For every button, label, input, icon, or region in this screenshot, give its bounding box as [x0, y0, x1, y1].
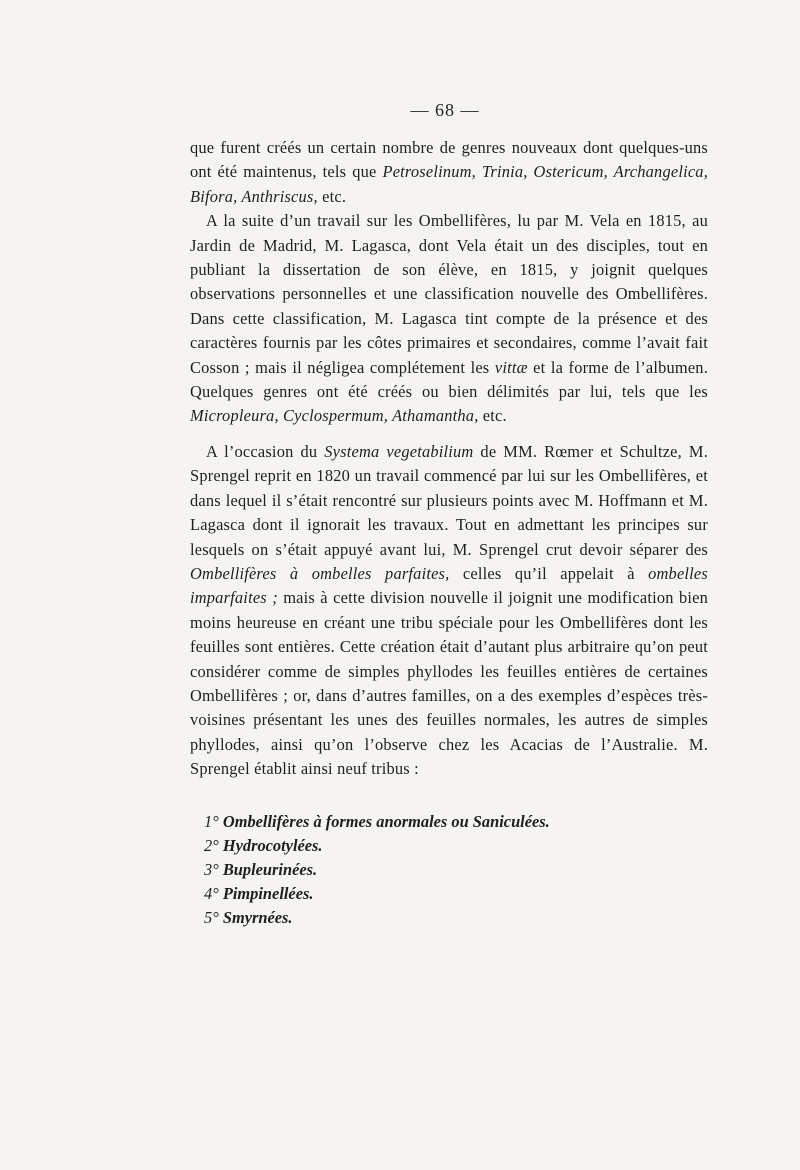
- text-run: etc.: [478, 406, 507, 426]
- italic-term: Petroselinum, Trinia, Ostericum, Archangelica, Bifora, Anthriscus,: [190, 162, 708, 206]
- tribe-item: 1° Ombellifères à formes anormales ou Saniculées.: [204, 812, 550, 831]
- tribe-item: 2° Hydrocotylées.: [204, 836, 323, 855]
- page-number: — 68 —: [410, 100, 480, 120]
- italic-term: Micropleura, Cyclospermum, Athamantha,: [190, 406, 479, 426]
- paragraph-3: [190, 440, 708, 782]
- text-run: A l’occasion du: [206, 441, 325, 461]
- tribe-item: 4° Pimpinellées.: [204, 884, 314, 903]
- tribe-item: 5° Smyrnées.: [204, 908, 293, 927]
- paragraph-2: [190, 209, 708, 429]
- italic-term: Ombellifères à ombelles parfaites,: [190, 563, 450, 583]
- tribe-item: 3° Bupleurinées.: [204, 860, 318, 879]
- text-run: A la suite d’un travail sur les Ombellifères, lu par M. Vela en 1815, au Jardin de Madrid, M. Lagasca, dont Vela était un des disciples, tout en publiant la dissertation de son élève, en 1815, y joignit quelques observations personnelles et une classification nouvelle des Ombellifères. Dans cette classification, M. Lagasca tint compte de la présence et des caractères fournis par les côtes primaires et secondaires, comme l’avait fait Cosson ; mais il négligea complétement les: [190, 211, 708, 377]
- text-run: et la forme de l’albumen. Quelques genres ont été créés ou bien délimités par lui, tels que les: [190, 357, 708, 402]
- italic-term: Systema vegetabilium: [324, 441, 474, 461]
- text-run: etc.: [317, 186, 347, 206]
- paragraph-1: [190, 136, 708, 209]
- tribe-list: [204, 810, 550, 930]
- italic-term: ombelles imparfaites ;: [190, 563, 708, 608]
- text-run: que furent créés un certain nombre de genres nouveaux dont quelques-uns ont été maintenus, tels que: [190, 138, 708, 182]
- body-text: [190, 136, 708, 782]
- text-run: mais à cette division nouvelle il joignit une modification bien moins heureuse en créant une tribu spéciale pour les Ombellifères dont les feuilles sont entières. Cette création était d’autant plus arbitraire qu’on peut considérer comme de simples phyllodes les feuilles entières de certaines Ombellifères ; or, dans d’autres familles, on a des exemples d’espèces très-voisines présentant les unes des feuilles normales, les autres de simples phyllodes, ainsi qu’on l’observe chez les Acacias de l’Australie. M. Sprengel établit ainsi neuf tribus :: [190, 588, 709, 779]
- text-run: celles qu’il appelait à: [449, 563, 649, 583]
- italic-term: vittæ: [494, 357, 528, 377]
- text-run: de MM. Rœmer et Schultze, M. Sprengel reprit en 1820 un travail commencé par lui sur les Ombellifères, et dans lequel il s’était rencontré sur plusieurs points avec M. Hoffmann et M. Lagasca dont il ignorait les travaux. Tout en admettant les principes sur lesquels on s’était appuyé avant lui, M. Sprengel crut devoir séparer des: [190, 441, 709, 559]
